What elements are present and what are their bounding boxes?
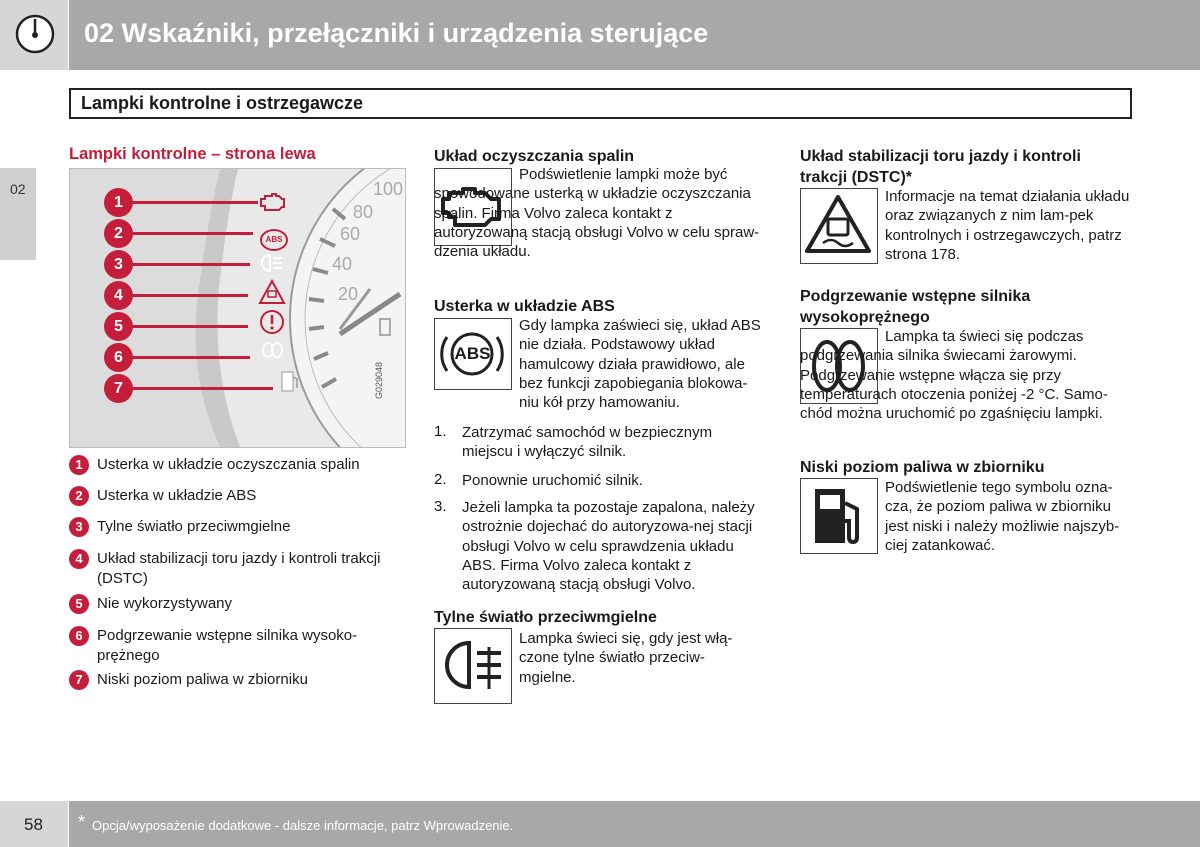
step-text: Jeżeli lampka ta pozostaje zapalona, należy ostrożnie dojechać do autoryzowa-nej stacji obsługi Volvo w celu sprawdzenia układu ABS. Firma Volvo zaleca kontakt z autoryzowaną stacją obsługi Volvo. — [462, 499, 755, 594]
list-item: Układ stabilizacji toru jazdy i kontroli trakcji (DSTC) — [97, 550, 381, 587]
glowplug-body: Lampka ta świeci się podczas podgrzewania silnika świecami żarowymi. Podgrzewanie wstępne włącza się przy temperaturach otoczenia poniżej -2 °C. Samo-chód można uruchomić po zgaśnięciu lampki. — [800, 328, 1108, 423]
gauge-tick-label: 100 — [373, 179, 404, 199]
abs-lamp-icon: ABS — [260, 229, 288, 251]
fuel-heading: Niski poziom paliwa w zbiorniku — [800, 459, 1045, 476]
callout-number: 1 — [104, 188, 133, 217]
fog-icon-box — [434, 628, 512, 704]
list-item: Usterka w układzie ABS — [97, 487, 257, 504]
callout-line — [118, 263, 250, 266]
instrument-cluster-illustration — [69, 168, 406, 448]
fog-heading: Tylne światło przeciwmgielne — [434, 609, 657, 626]
callout-line — [118, 325, 248, 328]
glow-plug-lamp-icon — [260, 341, 286, 359]
fog-body: Lampka świeci się, gdy jest włą-czone tylne światło przeciw-mgielne. — [519, 630, 733, 686]
gauge-tick-label: 60 — [340, 224, 361, 244]
list-item: Niski poziom paliwa w zbiorniku — [97, 671, 308, 688]
list-number: 6 — [69, 626, 89, 646]
warning-circle-lamp-icon — [259, 309, 285, 335]
step-text: Ponownie uruchomić silnik. — [462, 472, 643, 489]
exhaust-body — [434, 165, 766, 261]
step-number: 3. — [434, 498, 447, 515]
gauge-tick-label: 40 — [332, 254, 353, 274]
list-number: 5 — [69, 594, 89, 614]
exhaust-heading: Układ oczyszczania spalin — [434, 148, 635, 165]
fuel-lamp-icon — [280, 369, 300, 393]
abs-heading: Usterka w układzie ABS — [434, 298, 615, 315]
footnote-star: * — [78, 812, 86, 832]
callout-number: 2 — [104, 219, 133, 248]
gauge-icon — [14, 13, 56, 55]
section-title: Lampki kontrolne i ostrzegawcze — [81, 93, 364, 113]
illustration-code: G029048 — [374, 361, 384, 399]
abs-body: Gdy lampka zaświeci się, układ ABS nie działa. Podstawowy układ hamulcowy działa prawidłowo, ale bez funkcji zapobiegania blokowa-niu kół przy hamowaniu. — [519, 317, 761, 412]
dstc-lamp-icon — [258, 279, 286, 305]
step-text: Zatrzymać samochód w bezpiecznym miejscu i wyłączyć silnik. — [462, 424, 713, 461]
chapter-tab-label: 02 — [10, 181, 26, 197]
list-item: Usterka w układzie oczyszczania spalin — [97, 456, 360, 473]
glowplug-heading: Podgrzewanie wstępne silnika wysokoprężnego — [800, 288, 1031, 326]
list-item: Podgrzewanie wstępne silnika wysoko-prężnego — [97, 627, 358, 664]
abs-icon-label: ABS — [454, 344, 491, 363]
callout-number: 3 — [104, 250, 133, 279]
gauge-tick-label: 20 — [338, 284, 359, 304]
list-number: 7 — [69, 670, 89, 690]
callout-line — [118, 387, 273, 390]
callout-line — [118, 232, 253, 235]
rear-fog-lamp-icon — [260, 251, 284, 275]
list-number: 1 — [69, 455, 89, 475]
dstc-icon — [801, 189, 876, 262]
callout-number: 5 — [104, 312, 133, 341]
gauge-tick-label: 80 — [353, 202, 374, 222]
page-number: 58 — [24, 815, 43, 834]
callout-number: 4 — [104, 281, 133, 310]
dstc-body: Informacje na temat działania układu oraz związanych z nim lam-pek kontrolnych i ostrzegawczych, patrz strona 178. — [885, 188, 1130, 263]
list-number: 2 — [69, 486, 89, 506]
exhaust-text: Podświetlenie lampki może być spowodowane usterką w układzie oczyszczania spalin. Firma Volvo zaleca kontakt z autoryzowaną stacją obsługi Volvo w celu spraw-dzenia układu. — [434, 166, 760, 261]
left-lamps-heading: Lampki kontrolne – strona lewa — [69, 145, 316, 163]
callout-line — [118, 294, 248, 297]
list-item: Tylne światło przeciwmgielne — [97, 518, 291, 535]
step-number: 2. — [434, 471, 447, 488]
footnote: Opcja/wyposażenie dodatkowe - dalsze informacje, patrz Wprowadzenie. — [92, 818, 514, 833]
chapter-title: 02 Wskaźniki, przełączniki i urządzenia sterujące — [84, 18, 709, 48]
dstc-icon-box — [800, 188, 878, 264]
list-number: 4 — [69, 549, 89, 569]
fuel-body: Podświetlenie tego symbolu ozna-cza, że poziom paliwa w zbiorniku jest niski i należy możliwie najszyb-ciej zatankować. — [885, 479, 1120, 554]
callout-line — [118, 201, 258, 204]
list-number: 3 — [69, 517, 89, 537]
fuel-icon-box — [800, 478, 878, 554]
list-item: Nie wykorzystywany — [97, 595, 233, 612]
rear-fog-icon — [435, 629, 510, 702]
abs-icon-box — [434, 318, 512, 390]
callout-number: 7 — [104, 374, 133, 403]
callout-line — [118, 356, 250, 359]
engine-lamp-icon — [258, 191, 286, 213]
step-number: 1. — [434, 423, 447, 440]
dstc-heading: Układ stabilizacji toru jazdy i kontroli trakcji (DSTC)* — [800, 148, 1081, 186]
fuel-pump-icon — [801, 479, 876, 552]
callout-number: 6 — [104, 343, 133, 372]
